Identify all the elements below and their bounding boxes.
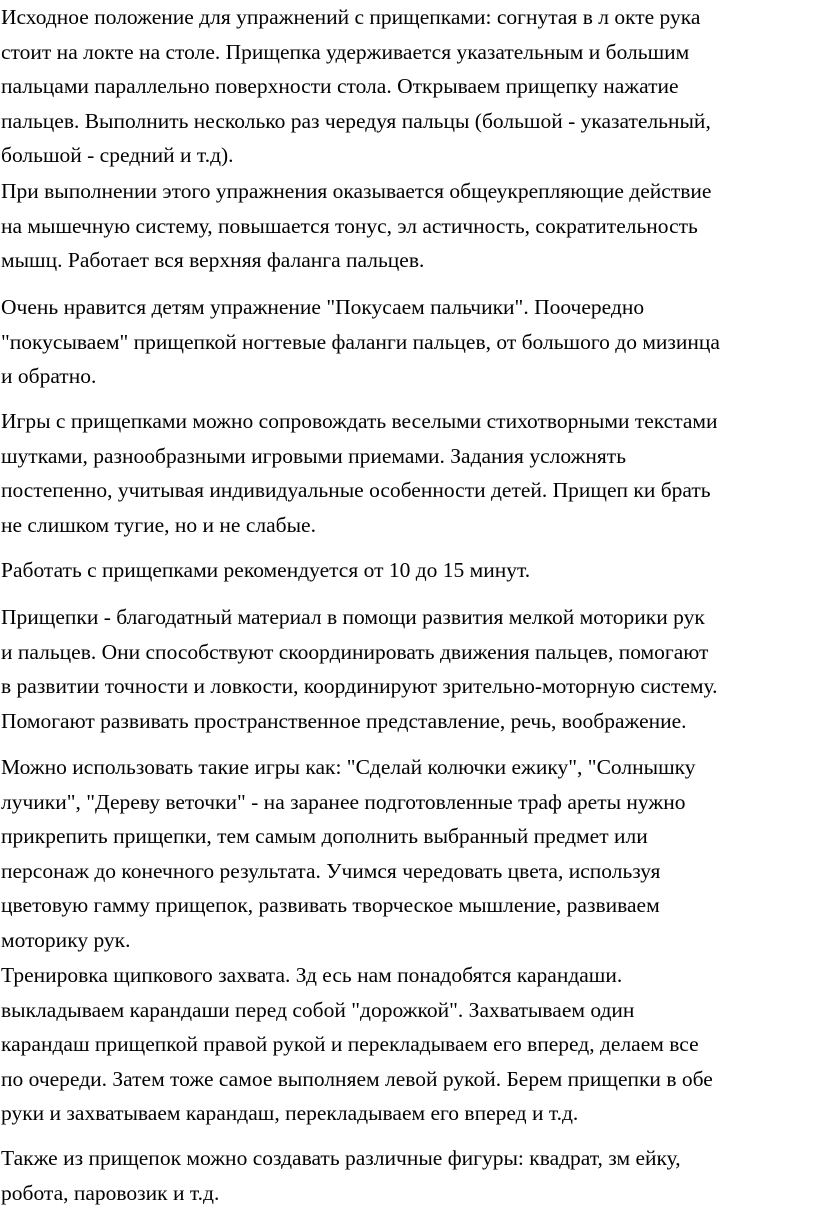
text-line: Прищепки - благодатный материал в помощи развития мелкой моторики рук	[1, 605, 705, 629]
text-line: моторику рук.	[1, 927, 131, 952]
text-line: Игры с прищепками можно сопровождать веселыми стихотворными текстами	[1, 409, 718, 433]
text-line: и пальцев. Они способствуют скоординировать движения пальцев, помогают	[1, 639, 709, 664]
paragraph-games-with-clothespins	[1, 404, 718, 542]
text-line: пальцев. Выполнить несколько раз чередуя пальцы (большой - указательный,	[1, 108, 711, 133]
text-line: и обратно.	[1, 364, 97, 389]
text-line: цветовую гамму прищепок, развивать творческое мышление, развиваем	[1, 893, 660, 918]
text-line: лучики", "Дереву веточки" - на заранее подготовленные траф ареты нужно	[1, 789, 686, 814]
text-line: постепенно, учитывая индивидуальные особенности детей. Прищеп ки брать	[1, 478, 711, 503]
paragraph-fine-motor-skills	[1, 600, 718, 738]
text-line: выкладываем карандаши перед собой "дорожкой". Захватываем один	[1, 997, 635, 1022]
text-line: руки и захватываем карандаш, перекладываем его вперед и т.д.	[1, 1101, 579, 1126]
paragraph-pinch-grip-training	[1, 958, 713, 1131]
text-line: не слишком тугие, но и не слабые.	[1, 512, 316, 537]
text-line: карандаш прищепкой правой рукой и перекладываем его вперед, делаем все	[1, 1032, 699, 1057]
text-line: робота, паровозик и т.д.	[1, 1180, 220, 1205]
text-line: Очень нравится детям упражнение "Покусаем пальчики". Поочередно	[1, 295, 645, 319]
text-line: Помогают развивать пространственное представление, речь, воображение.	[1, 708, 687, 733]
text-line: шутками, разнообразными игровыми приемами. Задания усложнять	[1, 443, 627, 468]
text-line: "покусываем" прищепкой ногтевые фаланги пальцев, от большого до мизинца	[1, 329, 720, 354]
text-line: При выполнении этого упражнения оказывается общеукрепляющие действие	[1, 179, 712, 203]
text-line: в развитии точности и ловкости, координируют зрительно-моторную систему.	[1, 674, 718, 699]
text-line: Тренировка щипкового захвата. Зд есь нам понадобятся карандаши.	[1, 963, 623, 987]
text-line: Работать с прищепками рекомендуется от 10 до 15 минут.	[1, 558, 531, 582]
paragraph-game-examples	[1, 750, 696, 958]
text-line: на мышечную систему, повышается тонус, эл астичность, сократительность	[1, 213, 698, 238]
paragraph-figures	[1, 1141, 681, 1210]
paragraph-starting-position	[1, 0, 711, 173]
text-line: стоит на локте на столе. Прищепка удерживается указательным и большим	[1, 39, 690, 64]
text-line: пальцами параллельно поверхности стола. Открываем прищепку нажатие	[1, 74, 679, 99]
paragraph-duration	[1, 553, 530, 588]
text-line: Можно использовать такие игры как: "Сделай колючки ежику", "Солнышку	[1, 755, 696, 779]
text-line: мышц. Работает вся верхняя фаланга пальцев.	[1, 248, 425, 273]
paragraph-bite-fingers	[1, 290, 720, 394]
text-line: персонаж до конечного результата. Учимся чередовать цвета, используя	[1, 858, 661, 883]
text-line: прикрепить прищепки, тем самым дополнить выбранный предмет или	[1, 824, 648, 849]
text-line: по очереди. Затем тоже самое выполняем левой рукой. Берем прищепки в обе	[1, 1066, 713, 1091]
text-line: большой - средний и т.д).	[1, 143, 234, 168]
text-line: Исходное положение для упражнений с прищепками: согнутая в л окте рука	[1, 5, 701, 29]
paragraph-exercise-effect	[1, 174, 711, 278]
text-line: Также из прищепок можно создавать различные фигуры: квадрат, зм ейку,	[1, 1146, 681, 1170]
